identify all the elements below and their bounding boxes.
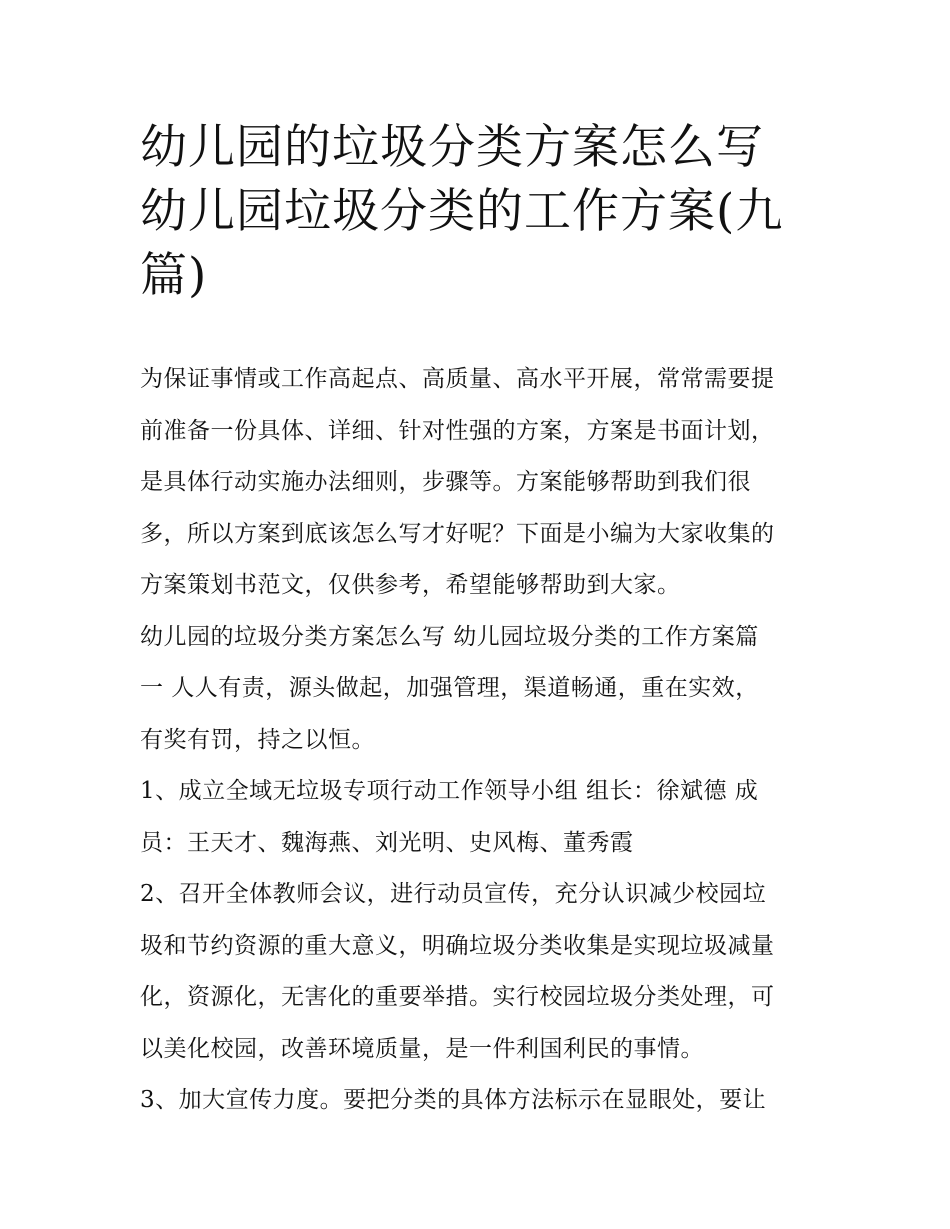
- intro-paragraph-line: 为保证事情或工作高起点、高质量、高水平开展，常常需要提: [140, 366, 775, 392]
- intro-paragraph-line: 前准备一份具体、详细、针对性强的方案，方案是书面计划，: [140, 417, 775, 444]
- intro-paragraph-line: 多，所以方案到底该怎么写才好呢？下面是小编为大家收集的: [140, 520, 775, 547]
- title-line: 幼儿园的垃圾分类方案怎么写: [140, 120, 764, 175]
- intro-paragraph-line: 是具体行动实施办法细则，步骤等。方案能够帮助到我们很: [140, 469, 751, 495]
- item-2-line: 2、召开全体教师会议，进行动员宣传，充分认识减少校园垃: [140, 881, 767, 907]
- item-3-line: 3、加大宣传力度。要把分类的具体方法标示在显眼处，要让: [140, 1087, 767, 1113]
- title-line: 篇): [140, 248, 208, 303]
- item-2-line: 化，资源化，无害化的重要举措。实行校园垃圾分类处理，可: [140, 984, 775, 1010]
- section-heading-line: 一 人人有责，源头做起，加强管理，渠道畅通，重在实效，: [140, 675, 759, 701]
- document-title: [140, 116, 830, 308]
- document-body: [140, 354, 830, 1127]
- item-1-line: 1、成立全域无垃圾专项行动工作领导小组 组长：徐斌德 成: [140, 778, 759, 804]
- section-heading-line: 幼儿园的垃圾分类方案怎么写 幼儿园垃圾分类的工作方案篇: [140, 623, 759, 650]
- item-2-line: 圾和节约资源的重大意义，明确垃圾分类收集是实现垃圾减量: [140, 932, 775, 959]
- title-line: 幼儿园垃圾分类的工作方案(九: [140, 184, 784, 239]
- item-1-line: 员：王天才、魏海燕、刘光明、史风梅、董秀霞: [140, 829, 634, 856]
- section-heading-line: 有奖有罚，持之以恒。: [140, 726, 375, 753]
- intro-paragraph-line: 方案策划书范文，仅供参考，希望能够帮助到大家。: [140, 572, 681, 598]
- item-2-line: 以美化校园，改善环境质量，是一件利国利民的事情。: [140, 1035, 704, 1062]
